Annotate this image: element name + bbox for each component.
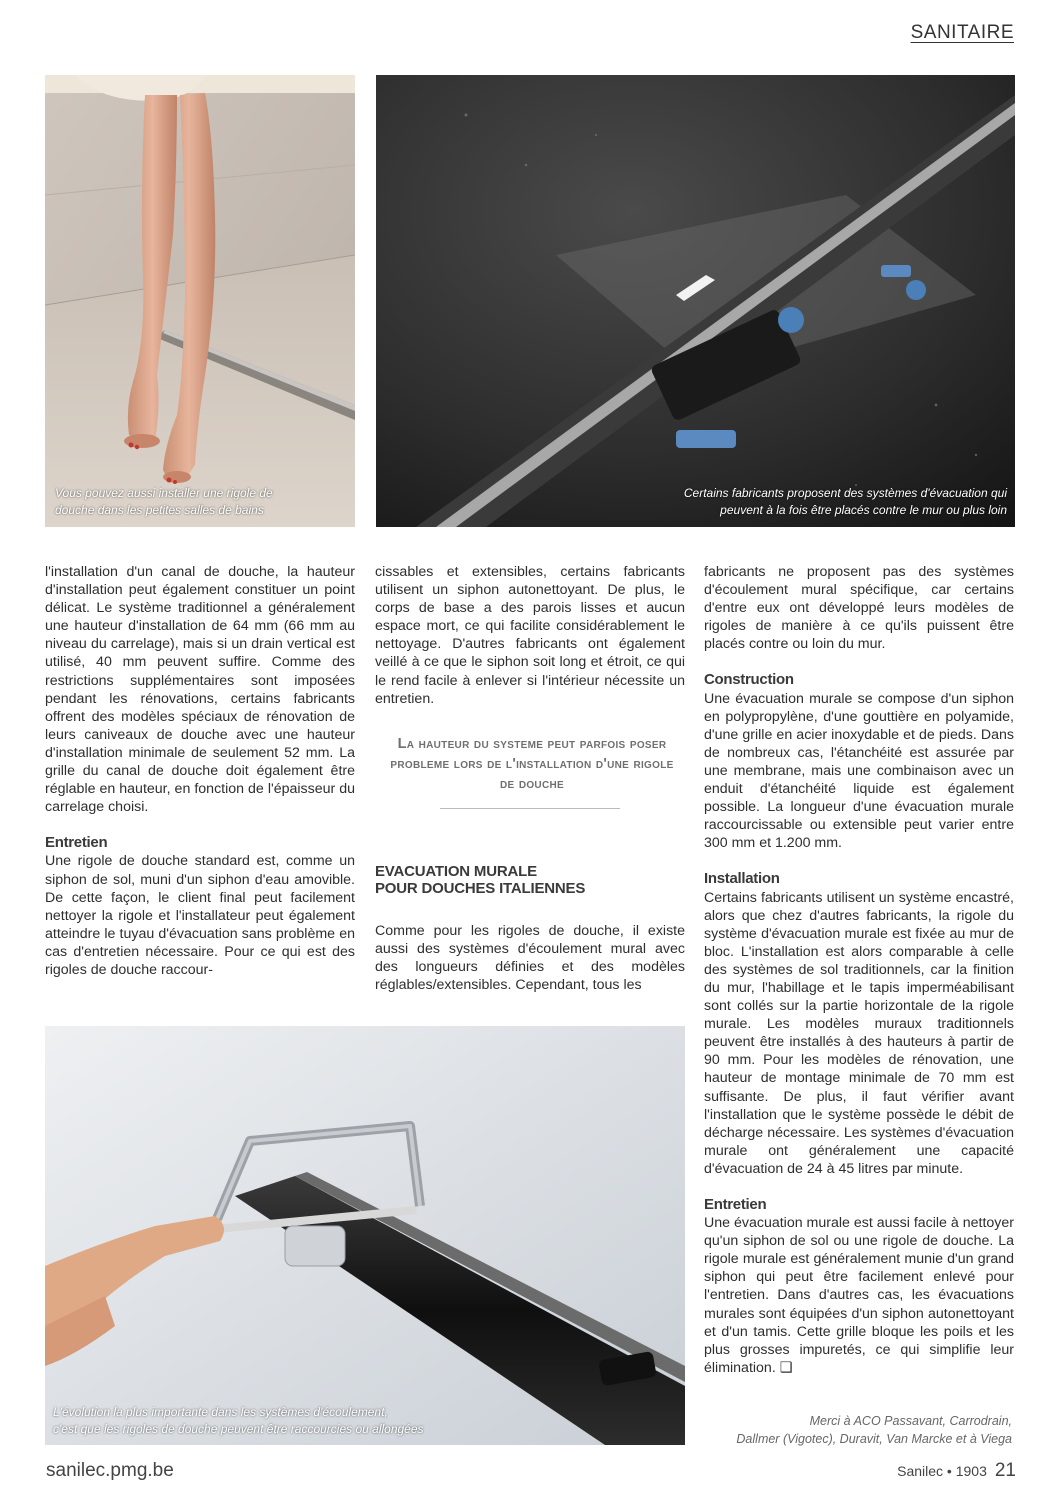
photo-shower-drain	[376, 75, 1015, 527]
subheading-construction: Construction	[704, 671, 794, 689]
photo-caption	[53, 1404, 523, 1438]
page-footer	[897, 1460, 1016, 1482]
text-column-2-lower	[375, 922, 685, 994]
paragraph: Comme pour les rigoles de douche, il existe aussi des systèmes d'écoulement mural avec des longueurs définies et des modèles réglables/extensibles. Cependant, tous les	[375, 923, 685, 994]
subheading-entretien: Entretien	[45, 834, 108, 852]
paragraph: l'installation d'un canal de douche, la hauteur d'installation peut également constituer un point délicat. Le système traditionnel a généralement une hauteur d'installation de 64 mm (66 mm au niveau du carrelage), mais si un drain vertical est utilisé, 40 mm peuvent suffire. Comme des restrictions supplémentaires sont imposées pendant les rénovations, certains fabricants offrent des modèles spéciaux de rénovation de leurs caniveaux de douche avec une hauteur d'installation minimale de seulement 52 mm. La grille du canal de douche doit également être réglable en hauteur, en fonction de l'épaisseur du carrelage choisi.	[45, 564, 355, 816]
photo-caption: Vous pouvez aussi installer une rigole de douche dans les petites salles de bains	[55, 486, 273, 517]
paragraph: Certains fabricants utilisent un système encastré, alors que chez d'autres fabricants, la rigole du système d'évacuation murale est fixée au mur de bloc. L'installation est alors comparable à celle des systèmes de sol traditionnels, car la finition du mur, l'habillage et le tapis imperméabilisant sont collés sur la partie horizontale de la rigole murale. Les modèles muraux traditionnels peuvent être installés à des hauteurs à partir de 90 mm. Pour les modèles de rénovation, une hauteur de montage minimale de 70 mm est suffisante. De plus, il faut vérifier avant l'installation que le système possède le débit de décharge nécessaire. Les systèmes d'évacuation murale ont généralement une capacité d'évacuation de 24 à 45 litres par minute.	[704, 889, 1014, 1177]
paragraph: fabricants ne proposent pas des systèmes d'écoulement mural spécifique, car certains d'entre eux ont développé leurs modèles de rigoles de manière à ce qu'ils puissent être placés contre ou loin du mur.	[704, 564, 1014, 653]
thanks-line: Dallmer (Vigotec), Duravit, Van Marcke et à Viega	[736, 1432, 1012, 1446]
photo-caption	[647, 485, 1007, 519]
pull-quote: La hauteur du systeme peut parfois poser probleme lors de l'installation d'une rigole de douche	[390, 736, 674, 792]
photo-saw-drain	[45, 1026, 685, 1445]
paragraph-text: Une évacuation murale est aussi facile à nettoyer qu'un siphon de sol ou une rigole de douche. La rigole murale est généralement munie d'un grand siphon qui peut être facilement enlevé pour l'entretien. Dans d'autres cas, les évacuations murales sont équipées d'un siphon autonettoyant et d'un tamis. Cette grille bloque les poils et les plus grosses impuretés, ce qui simplifie leur élimination.	[704, 1215, 1014, 1376]
divider	[440, 808, 620, 809]
caption-line: c'est que les rigoles de douche peuvent être raccourcies ou allongées	[53, 1422, 424, 1436]
text-column-2	[375, 563, 685, 708]
caption-line: peuvent à la fois être placés contre le mur ou plus loin	[720, 503, 1007, 517]
drain-illustration	[376, 75, 1015, 527]
text-column-3	[704, 563, 1014, 1377]
thanks-line: Merci à ACO Passavant, Carrodrain,	[809, 1414, 1012, 1428]
subheading-installation: Installation	[704, 870, 780, 888]
page-number: 21	[994, 1460, 1016, 1481]
heading-line: POUR DOUCHES ITALIENNES	[375, 880, 586, 897]
text-column-1	[45, 563, 355, 979]
caption-line: Certains fabricants proposent des systèmes d'évacuation qui	[683, 486, 1007, 500]
acknowledgements	[692, 1412, 1012, 1448]
caption-line: L'évolution la plus importante dans les systèmes d'écoulement,	[53, 1405, 388, 1419]
paragraph: Une rigole de douche standard est, comme un siphon de sol, muni d'un siphon d'eau amovible. De cette façon, le client final peut facilement nettoyer la rigole et l'installateur peut également atteindre le tuyau d'évacuation sans problème en cas d'entretien nécessaire. Pour ce qui est des rigoles de douche raccour-	[45, 853, 355, 978]
section-heading	[375, 863, 675, 897]
website-link[interactable]: sanilec.pmg.be	[46, 1460, 174, 1481]
paragraph: cissables et extensibles, certains fabricants utilisent un siphon autonettoyant. De plus, le corps de base a des parois lisses et aucun espace mort, ce qui facilite considérablement le nettoyage. D'autres fabricants ont également veillé à ce que le siphon soit long et étroit, ce qui le rend facile à enlever si l'intérieur nécessite un entretien.	[375, 564, 685, 707]
saw-illustration	[45, 1026, 685, 1445]
heading-line: EVACUATION MURALE	[375, 863, 537, 880]
end-mark-icon: ❑	[779, 1359, 793, 1376]
paragraph	[704, 1214, 1014, 1377]
photo-shower-legs	[45, 75, 355, 527]
legs-illustration	[45, 75, 355, 527]
paragraph: Une évacuation murale se compose d'un siphon en polypropylène, d'une gouttière en polyamide, d'une grille en acier inoxydable et de pieds. Dans de nombreux cas, l'étanchéité est assurée par une membrane, mais une combinaison avec un enduit d'étanchéité liquide est également possible. La longueur d'une évacuation murale raccourcissable ou extensible peut varier entre 300 mm et 1.200 mm.	[704, 690, 1014, 852]
section-label: SANITAIRE	[910, 22, 1014, 43]
subheading-entretien: Entretien	[704, 1196, 767, 1213]
issue-label: Sanilec • 1903	[897, 1463, 987, 1479]
